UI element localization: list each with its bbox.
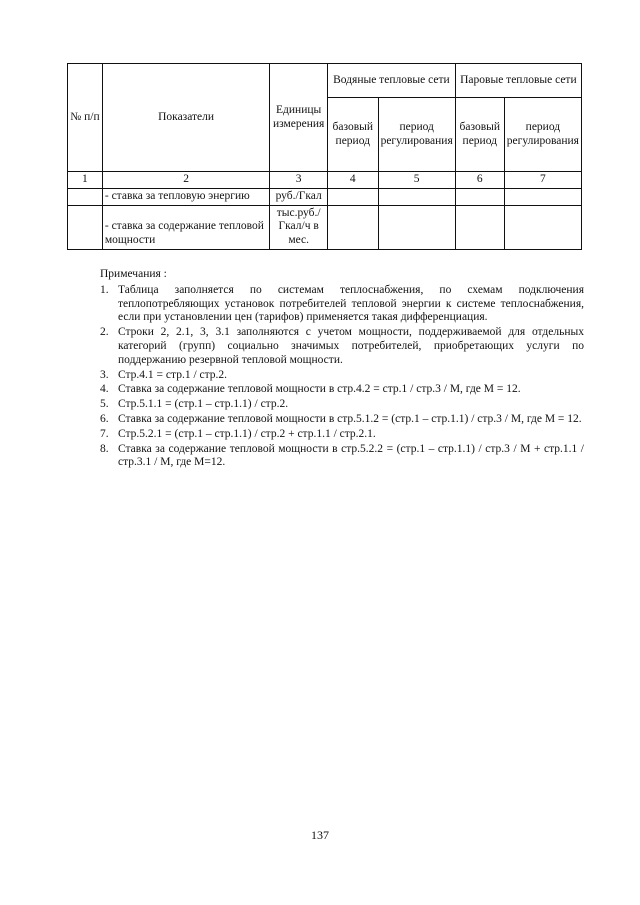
header-steam-networks: Паровые тепловые сети: [455, 64, 581, 98]
note-text: Ставка за содержание тепловой мощности в стр.4.2 = стр.1 / стр.3 / М, где М = 12.: [118, 383, 521, 396]
row-cell: [504, 205, 581, 249]
note-number: 2.: [100, 326, 109, 339]
note-item: [100, 443, 584, 471]
note-item: [100, 369, 584, 383]
row-num: [68, 188, 103, 205]
header-indicators: Показатели: [102, 64, 269, 172]
note-number: 6.: [100, 412, 109, 425]
note-text: Стр.4.1 = стр.1 / стр.2.: [118, 368, 228, 381]
row-cell: [455, 205, 504, 249]
notes-list: [100, 284, 584, 470]
header-water-regulation-period: период регулирования: [378, 98, 455, 172]
note-number: 7.: [100, 427, 109, 440]
note-text: Стр.5.2.1 = (стр.1 – стр.1.1) / стр.2 + стр.1.1 / стр.2.1.: [118, 427, 376, 440]
column-number: 7: [504, 172, 581, 189]
note-text: Ставка за содержание тепловой мощности в стр.5.2.2 = (стр.1 – стр.1.1) / стр.3 / М + стр.1.1 / стр.3.1 / М, где М=12.: [118, 442, 584, 469]
note-number: 3.: [100, 368, 109, 381]
column-number: 6: [455, 172, 504, 189]
row-cell: [378, 188, 455, 205]
column-number: 2: [102, 172, 269, 189]
note-text: Ставка за содержание тепловой мощности в стр.5.1.2 = (стр.1 – стр.1.1) / стр.3 / М, где М = 12.: [118, 412, 582, 425]
column-number: 3: [270, 172, 328, 189]
note-item: [100, 326, 584, 367]
indicators-table: [67, 63, 582, 250]
note-item: [100, 398, 584, 412]
note-text: Таблица заполняется по системам теплоснабжения, по схемам подключения теплопотребляющих установок потребителей тепловой энергии к системе теплоснабжения, если при установлении цен (тарифов) применяется такая дифференциация.: [118, 283, 584, 324]
row-cell: [504, 188, 581, 205]
page-number: 137: [311, 828, 329, 842]
notes-section: [100, 268, 584, 471]
row-cell: [378, 205, 455, 249]
column-number: 5: [378, 172, 455, 189]
header-steam-base-period: базовый период: [455, 98, 504, 172]
note-number: 5.: [100, 398, 109, 411]
row-indicator: - ставка за содержание тепловой мощности: [102, 205, 269, 249]
note-text: Стр.5.1.1 = (стр.1 – стр.1.1) / стр.2.: [118, 398, 289, 411]
column-number-row: [68, 172, 582, 189]
note-number: 1.: [100, 283, 109, 296]
note-number: 8.: [100, 442, 109, 455]
header-units: Единицы измерения: [270, 64, 328, 172]
note-text: Строки 2, 2.1, 3, 3.1 заполняются с учетом мощности, поддерживаемой для отдельных категорий (групп) социально значимых потребителей, приобретающих услуги по поддержанию резервной тепловой мощности.: [118, 326, 584, 366]
header-water-networks: Водяные тепловые сети: [327, 64, 455, 98]
table-row: [68, 188, 582, 205]
header-num: № п/п: [68, 64, 103, 172]
note-item: [100, 413, 584, 427]
notes-title: Примечания :: [100, 268, 167, 280]
note-item: [100, 383, 584, 397]
note-item: [100, 428, 584, 442]
header-steam-regulation-period: период регулирования: [504, 98, 581, 172]
column-number: 1: [68, 172, 103, 189]
table-row: [68, 205, 582, 249]
row-unit: руб./Гкал: [270, 188, 328, 205]
note-item: [100, 284, 584, 325]
row-num: [68, 205, 103, 249]
row-cell: [455, 188, 504, 205]
row-unit: тыс.руб./ Гкал/ч в мес.: [270, 205, 328, 249]
header-water-base-period: базовый период: [327, 98, 378, 172]
row-cell: [327, 188, 378, 205]
row-indicator: - ставка за тепловую энергию: [102, 188, 269, 205]
row-cell: [327, 205, 378, 249]
column-number: 4: [327, 172, 378, 189]
note-number: 4.: [100, 383, 109, 396]
